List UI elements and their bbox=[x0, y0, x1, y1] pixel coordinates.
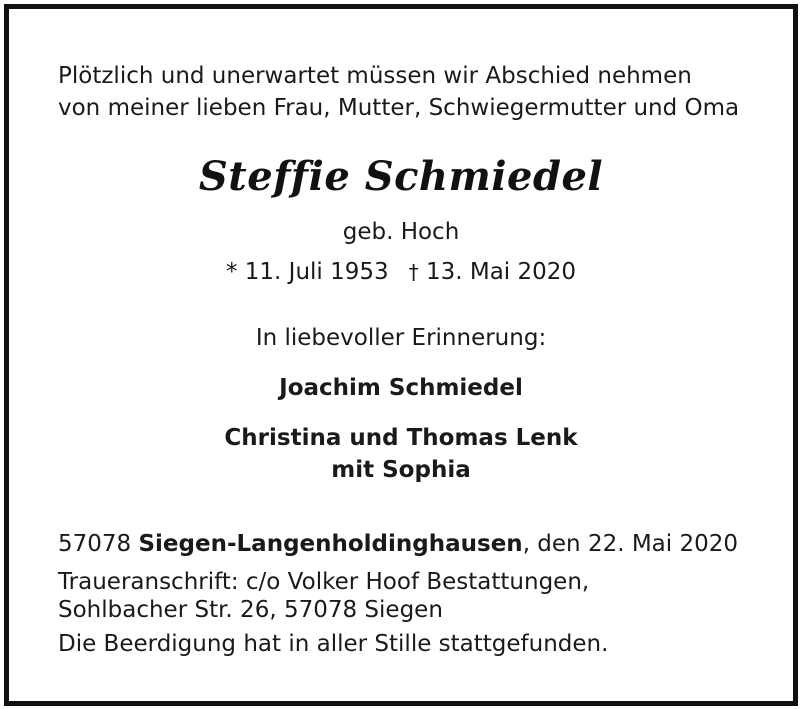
life-dates bbox=[9, 257, 793, 287]
address-line-2: Sohlbacher Str. 26, 57078 Siegen bbox=[58, 597, 443, 623]
intro-line-2: von meiner lieben Frau, Mutter, Schwiegermutter und Oma bbox=[58, 95, 740, 121]
mourner-lenk: Christina und Thomas Lenk bbox=[224, 425, 578, 451]
postal-code: 57078 bbox=[58, 531, 132, 557]
place-name: Siegen-Langenholdinghausen bbox=[138, 531, 523, 557]
address-line-1: Traueranschrift: c/o Volker Hoof Bestattungen, bbox=[58, 569, 590, 595]
mourner-joachim: Joachim Schmiedel bbox=[279, 375, 523, 401]
cross-icon: † bbox=[408, 260, 419, 284]
mourner-sophia: mit Sophia bbox=[331, 457, 471, 483]
place-date-line bbox=[58, 529, 738, 559]
remembrance-label: In liebevoller Erinnerung: bbox=[255, 325, 547, 351]
birth-date: * 11. Juli 1953 bbox=[225, 259, 389, 285]
funeral-note: Die Beerdigung hat in aller Stille stattgefunden. bbox=[58, 631, 609, 657]
notice-date: , den 22. Mai 2020 bbox=[522, 531, 739, 557]
intro-line-1: Plötzlich und unerwartet müssen wir Abschied nehmen bbox=[58, 63, 692, 89]
death-date: 13. Mai 2020 bbox=[425, 259, 577, 285]
notice-frame bbox=[4, 4, 798, 706]
deceased-name: Steffie Schmiedel bbox=[198, 153, 604, 200]
maiden-name: geb. Hoch bbox=[342, 219, 460, 245]
